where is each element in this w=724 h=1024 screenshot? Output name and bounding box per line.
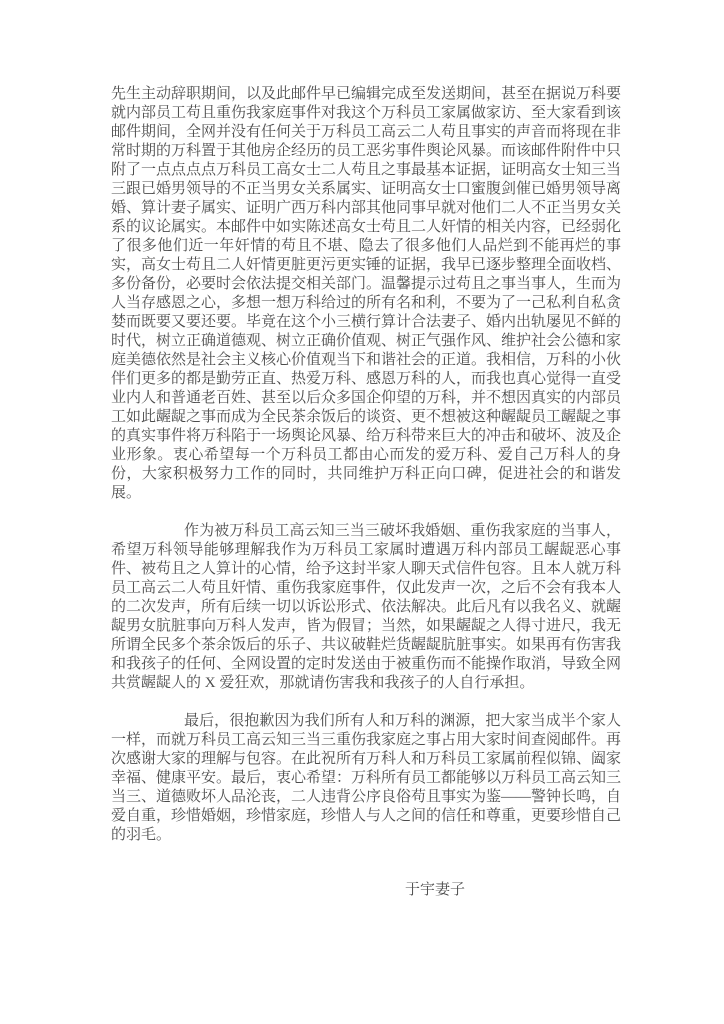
letter-body	[111, 85, 621, 900]
signature: 于宇妻子	[405, 882, 466, 898]
letter-paragraph-3: 最后，很抱歉因为我们所有人和万科的渊源，把大家当成半个家人一样，而就万科员工高云知三当三重伤我家庭之事占用大家时间查阅邮件。再次感谢大家的理解与包容。在此祝所有万科人和万科员工家属前程似锦、阖家幸福、健康平安。最后，衷心希望：万科所有员工都能够以万科员工高云知三当三、道德败坏人品沦丧，二人违背公序良俗苟且事实为鉴——警钟长鸣，自爱自重，珍惜婚姻，珍惜家庭，珍惜人与人之间的信任和尊重，更要珍惜自己的羽毛。	[111, 713, 622, 843]
letter-paragraph-2: 作为被万科员工高云知三当三破坏我婚姻、重伤我家庭的当事人，希望万科领导能够理解我作为万科员工家属时遭遇万科内部员工龌龊恶心事件、被苟且之人算计的心情，给予这封半家人聊天式信件包容。且本人就万科员工高云二人苟且奸情、重伤我家庭事件，仅此发声一次，之后不会有我本人的二次发声，所有后续一切以诉讼形式、依法解决。此后凡有以我名义、就龌龊男女肮脏事向万科人发声，皆为假冒；当然，如果龌龊之人得寸进尺，我无所谓全民多个茶余饭后的乐子、共议破鞋烂货龌龊肮脏事实。如果再有伤害我和我孩子的任何、全网设置的定时发送由于被重伤而不能操作取消，导致全网共赏龌龊人的 X 爱狂欢，那就请伤害我和我孩子的人自行承担。	[111, 523, 622, 691]
letter-paragraph-1: 先生主动辞职期间，以及此邮件早已编辑完成至发送期间，甚至在据说万科要就内部员工苟且重伤我家庭事件对我这个万科员工家属做家访、至大家看到该邮件期间，全网并没有任何关于万科员工高云二人苟且事实的声音而将现在非常时期的万科置于其他房企经历的员工恶劣事件舆论风暴。而该邮件附件中只附了一点点点点万科员工高女士二人苟且之事最基本证据，证明高女士知三当三跟已婚男领导的不正当男女关系属实、证明高女士口蜜腹剑催已婚男领导离婚、算计妻子属实、证明广西万科内部其他同事早就对他们二人不正当男女关系的议论属实。本邮件中如实陈述高女士苟且二人奸情的相关内容，已经弱化了很多他们近一年奸情的苟且不堪、隐去了很多他们人品烂到不能再烂的事实，高女士苟且二人奸情更脏更污更实锤的证据，我早已逐步整理全面收档、多份备份，必要时会依法提交相关部门。温馨提示过苟且之事当事人，生而为人当存感恩之心，多想一想万科给过的所有名和利，不要为了一己私利自私贪婪而既要又要还要。毕竟在这个小三横行算计合法妻子、婚内出轨屡见不鲜的时代，树立正确道德观、树立正确价值观、树正气强作风、维护社会公德和家庭美德依然是社会主义核心价值观当下和谐社会的正道。我相信，万科的小伙伴们更多的都是勤劳正直、热爱万科、感恩万科的人，而我也真心觉得一直受业内人和普通老百姓、甚至以后众多国企仰望的万科，并不想因真实的内部员工如此龌龊之事而成为全民茶余饭后的谈资、更不想被这种龌龊员工龌龊之事的真实事件将万科陷于一场舆论风暴、给万科带来巨大的冲击和破坏、波及企业形象。衷心希望每一个万科员工都由心而发的爱万科、爱自己万科人的身份，大家积极努力工作的同时，共同维护万科正向口碑，促进社会的和谐发展。	[111, 86, 622, 501]
